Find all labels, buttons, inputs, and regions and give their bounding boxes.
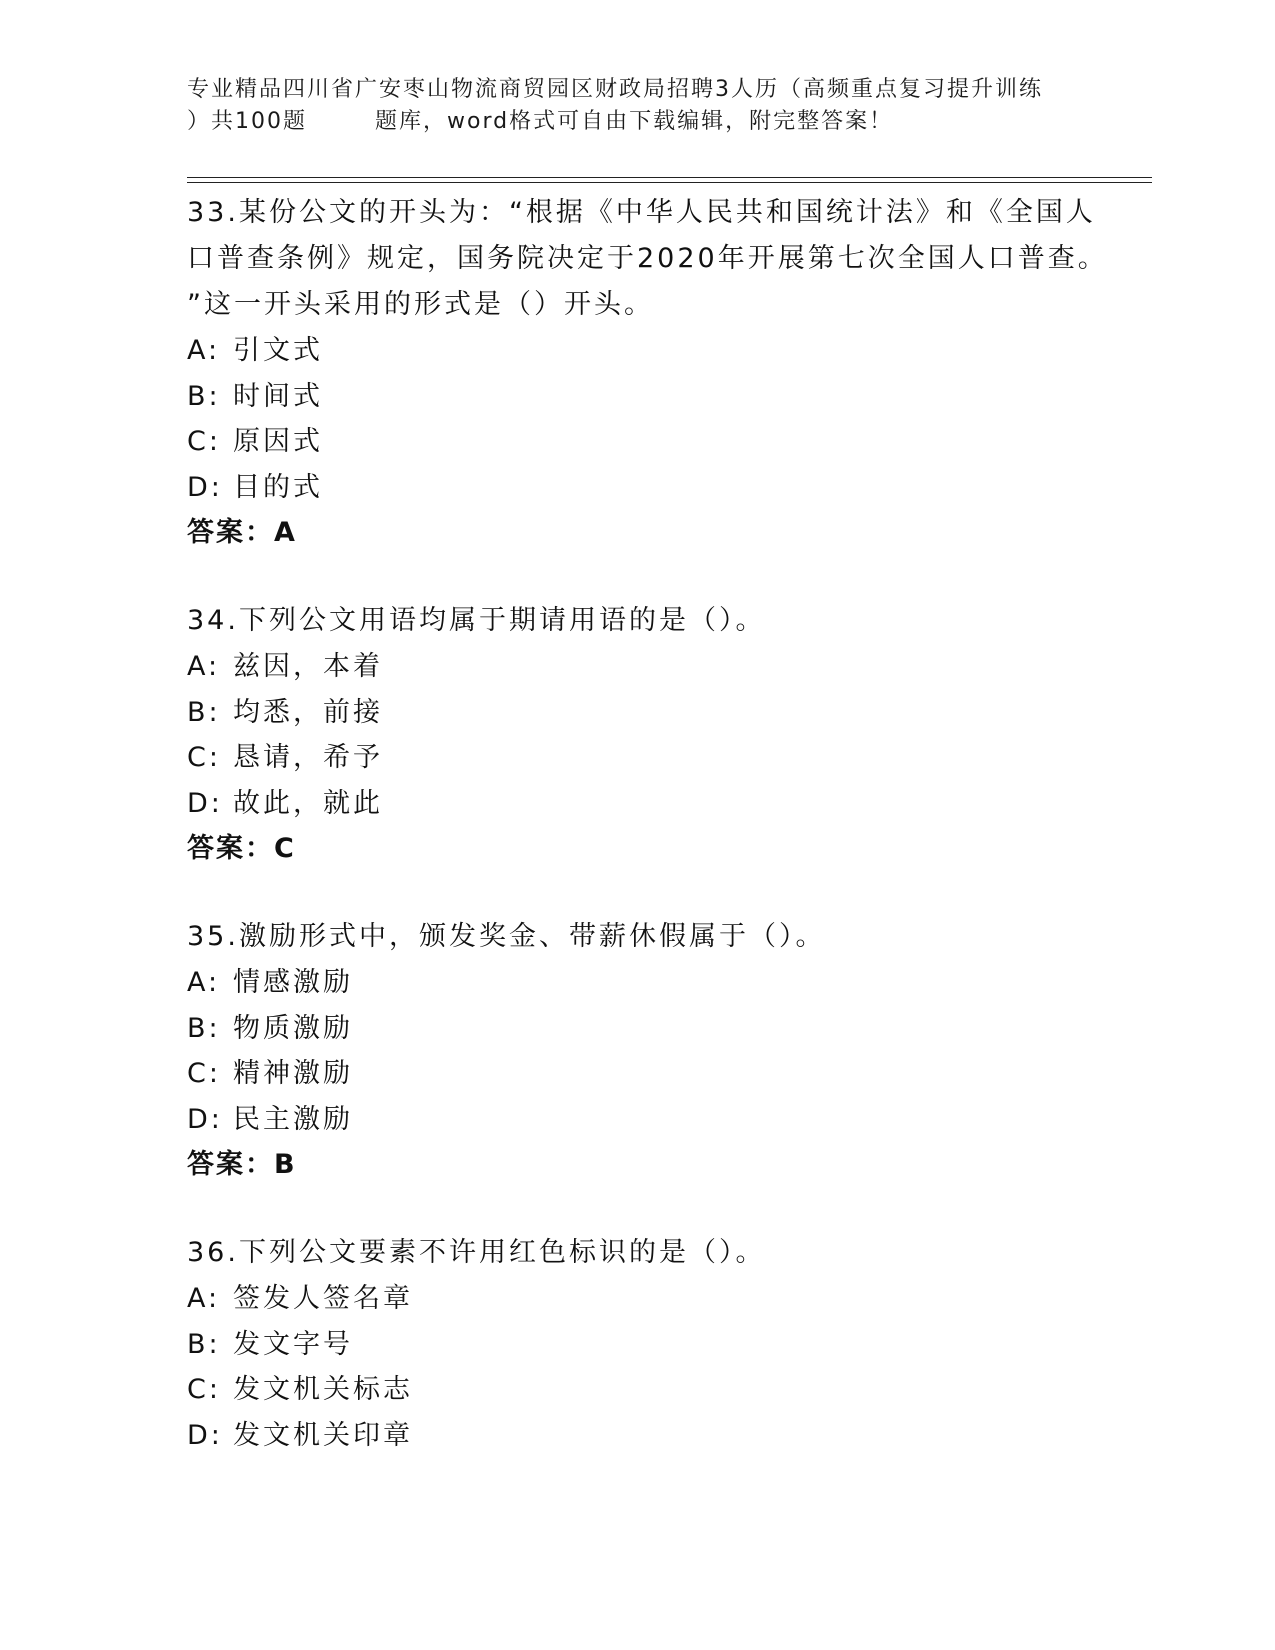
header-divider-top (187, 177, 1152, 178)
option-text: 物质激励 (233, 1012, 353, 1044)
question-block (187, 190, 1108, 556)
option-letter: D: (187, 1419, 223, 1451)
option-letter: B: (187, 1012, 221, 1044)
answer-option (187, 1097, 1087, 1143)
question-list (187, 190, 1108, 1458)
header-line-1: 专业精品四川省广安枣山物流商贸园区财政局招聘3人历（高频重点复习提升训练 (187, 77, 1043, 102)
answer-option (187, 374, 1087, 420)
option-letter: B: (187, 380, 221, 412)
option-text: 目的式 (233, 471, 323, 503)
question-spacer (187, 1188, 1087, 1230)
header-divider-bottom (187, 182, 1152, 183)
option-letter: C: (187, 1374, 221, 1405)
answer-option (187, 465, 1087, 511)
answer-key: 答案：B (187, 1149, 297, 1180)
answer-option (187, 781, 1087, 827)
question-stem-line: 36.下列公文要素不许用红色标识的是（）。 (187, 1237, 766, 1268)
option-text: 故此，就此 (233, 787, 383, 819)
option-text: 均悉，前接 (233, 696, 383, 728)
option-text: 情感激励 (233, 967, 353, 998)
header-line-2-part-b: 题库，word格式可自由下载编辑，附完整答案！ (375, 109, 894, 134)
question-block (187, 914, 1087, 1188)
option-letter: A: (187, 967, 221, 998)
question-spacer (187, 872, 1087, 914)
question-stem-line: 35.激励形式中，颁发奖金、带薪休假属于（）。 (187, 921, 826, 952)
answer-option (187, 690, 1087, 736)
option-text: 原因式 (233, 426, 323, 457)
answer-key: 答案：C (187, 833, 296, 864)
option-letter: A: (187, 651, 221, 682)
question-block (187, 1230, 1087, 1458)
document-header (187, 74, 1087, 138)
header-line-2-part-a: ）共100题 (187, 109, 307, 134)
option-text: 发文字号 (233, 1328, 353, 1360)
answer-key: 答案：A (187, 517, 297, 548)
option-text: 签发人签名章 (233, 1283, 413, 1314)
header-line-2 (187, 106, 1087, 138)
option-text: 时间式 (233, 380, 323, 412)
answer-option (187, 1322, 1087, 1368)
option-letter: D: (187, 1103, 223, 1135)
option-text: 引文式 (233, 335, 323, 366)
question-stem-line: 34.下列公文用语均属于期请用语的是（）。 (187, 605, 766, 636)
answer-option (187, 644, 1087, 690)
option-letter: C: (187, 1058, 221, 1089)
option-text: 发文机关标志 (233, 1374, 413, 1405)
question-block (187, 598, 1087, 872)
answer-option (187, 735, 1087, 781)
option-letter: B: (187, 696, 221, 728)
question-spacer (187, 556, 1087, 598)
option-text: 发文机关印章 (233, 1419, 413, 1451)
answer-option (187, 1006, 1087, 1052)
option-letter: D: (187, 471, 223, 503)
question-stem-line: ”这一开头采用的形式是（）开头。 (187, 289, 654, 320)
question-stem-line: 33.某份公文的开头为：“根据《中华人民共和国统计法》和《全国人 (187, 197, 1096, 228)
answer-option (187, 1276, 1087, 1322)
answer-option (187, 1367, 1087, 1413)
answer-option (187, 328, 1087, 374)
option-letter: C: (187, 742, 221, 773)
option-letter: B: (187, 1328, 221, 1360)
option-text: 民主激励 (233, 1103, 353, 1135)
option-letter: A: (187, 1283, 221, 1314)
answer-option (187, 1051, 1087, 1097)
answer-option (187, 960, 1087, 1006)
answer-option (187, 1413, 1087, 1459)
option-letter: A: (187, 335, 221, 366)
option-text: 兹因，本着 (233, 651, 383, 682)
option-text: 恳请，希予 (233, 742, 383, 773)
option-text: 精神激励 (233, 1058, 353, 1089)
question-stem-line: 口普查条例》规定，国务院决定于2020年开展第七次全国人口普查。 (187, 243, 1108, 274)
option-letter: C: (187, 426, 221, 457)
answer-option (187, 419, 1087, 465)
option-letter: D: (187, 787, 223, 819)
